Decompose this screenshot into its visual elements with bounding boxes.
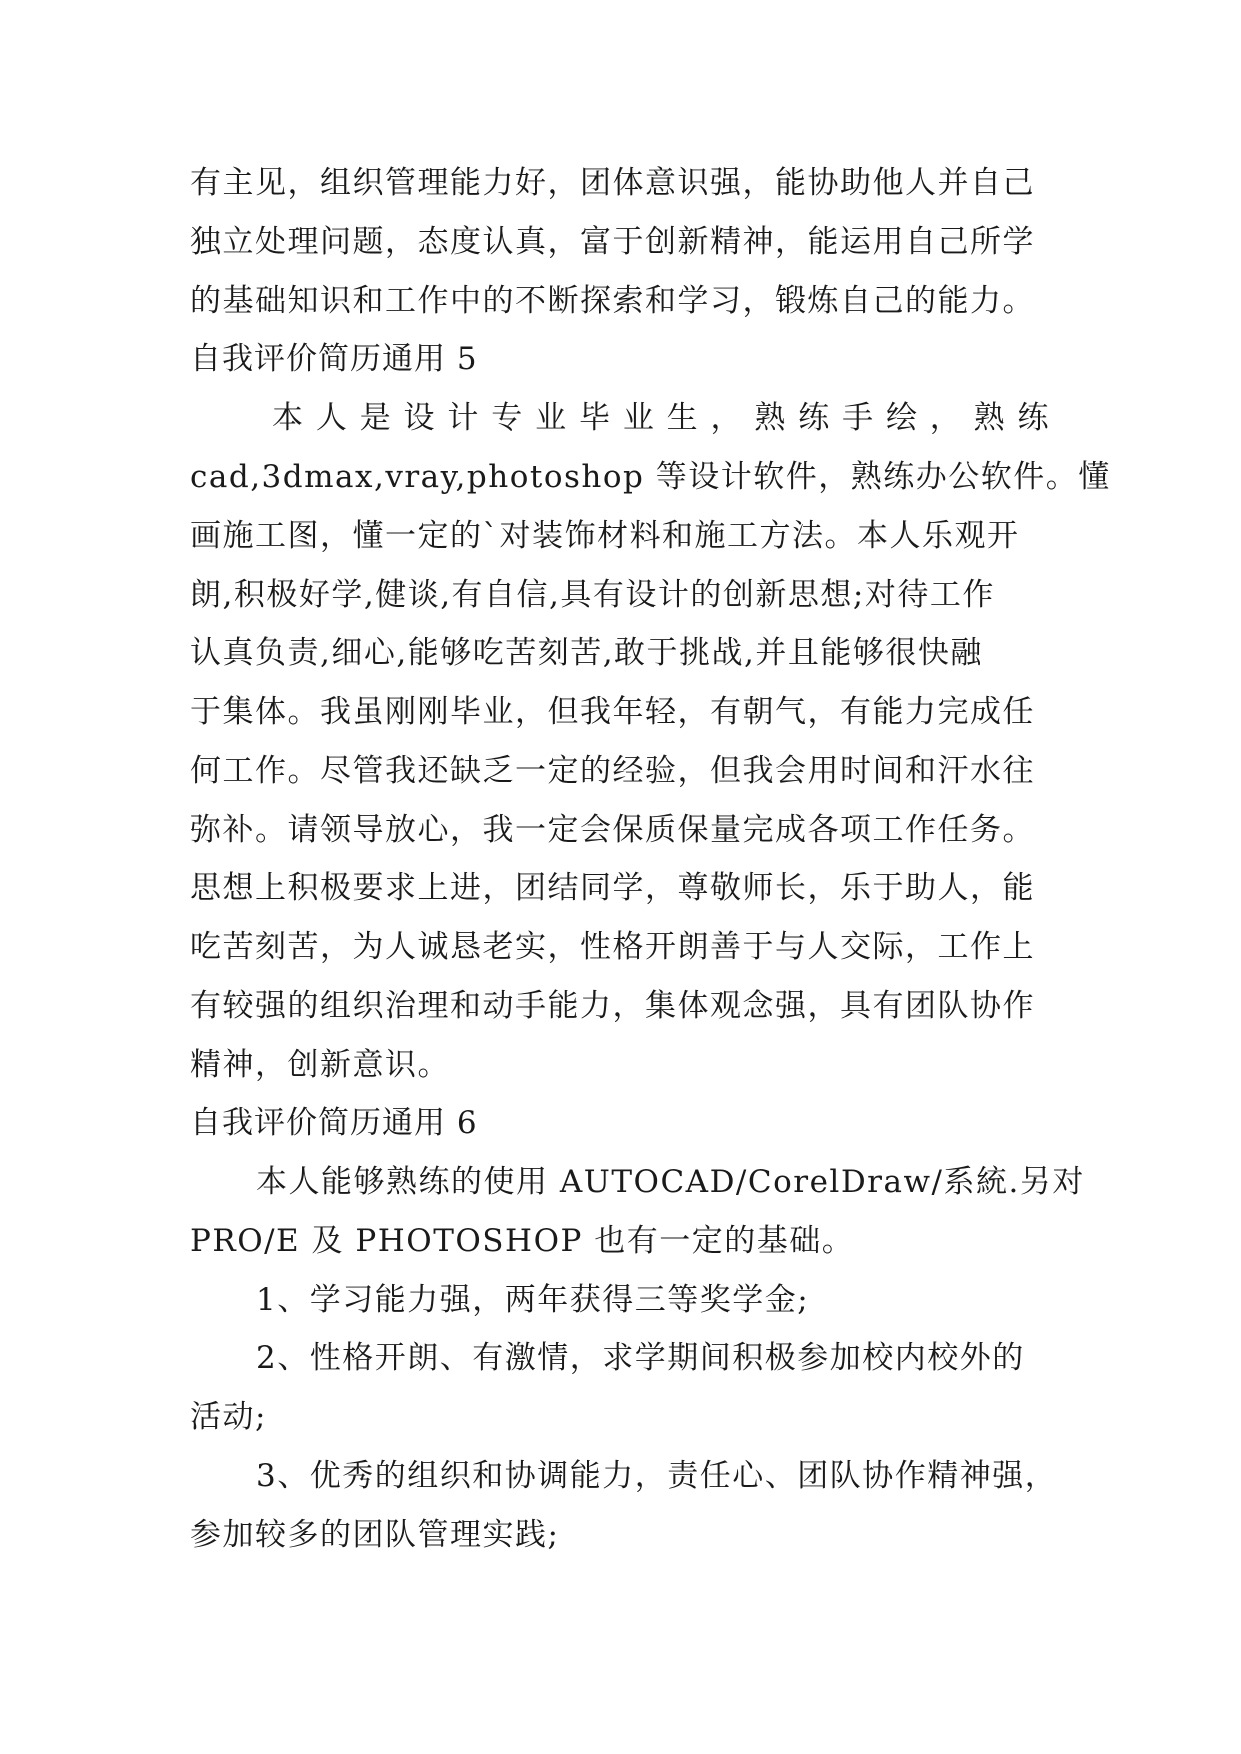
paragraph-line: 本人能够熟练的使用 AUTOCAD/CorelDraw/系統.另对 bbox=[256, 1164, 1085, 1200]
list-item: 2、性格开朗、有激情，求学期间积极参加校内校外的 bbox=[256, 1340, 1025, 1376]
paragraph-line: PRO/E 及 PHOTOSHOP 也有一定的基础。 bbox=[190, 1223, 855, 1259]
paragraph-line: 活动; bbox=[190, 1399, 267, 1435]
paragraph-line: cad,3dmax,vray,photoshop 等设计软件，熟练办公软件。懂 bbox=[190, 459, 1111, 495]
list-item: 1、学习能力强，两年获得三等奖学金; bbox=[256, 1282, 810, 1318]
paragraph-line: 朗,积极好学,健谈,有自信,具有设计的创新思想;对待工作 bbox=[190, 577, 995, 613]
paragraph-line: 于集体。我虽刚刚毕业，但我年轻，有朝气，有能力完成任 bbox=[190, 694, 1035, 730]
paragraph-line: 独立处理问题，态度认真，富于创新精神，能运用自己所学 bbox=[190, 224, 1035, 260]
section-heading: 自我评价简历通用 6 bbox=[190, 1105, 478, 1141]
section-heading: 自我评价简历通用 5 bbox=[190, 341, 478, 377]
paragraph-line: 本 人 是 设 计 专 业 毕 业 生 ， 熟 练 手 绘 ， 熟 练 bbox=[272, 400, 1051, 436]
paragraph-line: 有较强的组织治理和动手能力，集体观念强，具有团队协作 bbox=[190, 988, 1035, 1024]
paragraph-line: 参加较多的团队管理实践; bbox=[190, 1517, 560, 1553]
paragraph-line: 精神，创新意识。 bbox=[190, 1047, 450, 1083]
paragraph-line: 认真负责,细心,能够吃苦刻苦,敢于挑战,并且能够很快融 bbox=[190, 635, 983, 671]
paragraph-line: 弥补。请领导放心，我一定会保质保量完成各项工作任务。 bbox=[190, 812, 1035, 848]
paragraph-line: 有主见，组织管理能力好，团体意识强，能协助他人并自己 bbox=[190, 165, 1035, 201]
paragraph-line: 何工作。尽管我还缺乏一定的经验，但我会用时间和汗水往 bbox=[190, 753, 1035, 789]
paragraph-line: 思想上积极要求上进，团结同学，尊敬师长，乐于助人，能 bbox=[190, 870, 1035, 906]
paragraph-line: 画施工图，懂一定的`对装饰材料和施工方法。本人乐观开 bbox=[190, 518, 1020, 554]
paragraph-line: 的基础知识和工作中的不断探索和学习，锻炼自己的能力。 bbox=[190, 283, 1035, 319]
list-item: 3、优秀的组织和协调能力，责任心、团队协作精神强， bbox=[256, 1458, 1058, 1494]
paragraph-line: 吃苦刻苦，为人诚恳老实，性格开朗善于与人交际，工作上 bbox=[190, 929, 1035, 965]
